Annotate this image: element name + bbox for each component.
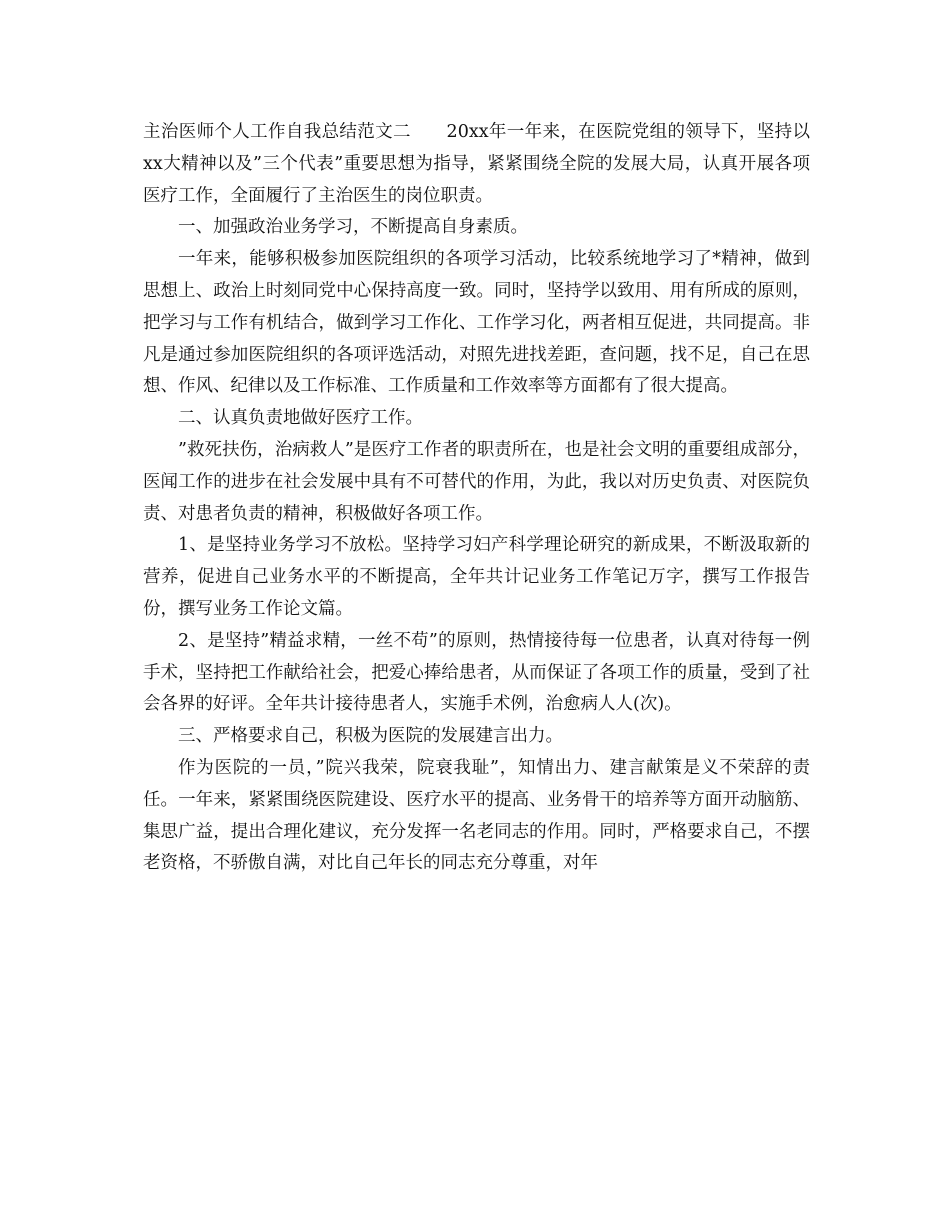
body-paragraph: 1、是坚持业务学习不放松。坚持学习妇产科学理论研究的新成果，不断汲取新的营养，促进自己业务水平的不断提高，全年共计记业务工作笔记万字，撰写工作报告份，撰写业务工作论文篇。: [143, 535, 810, 619]
section-heading-2: 二、认真负责地做好医疗工作。: [178, 408, 423, 429]
body-paragraph: ”救死扶伤，治病救人”是医疗工作者的职责所在，也是社会文明的重要组成部分，医闻工作的进步在社会发展中具有不可替代的作用，为此，我以对历史负责、对医院负责、对患者负责的精神，积极做好各项工作。: [143, 439, 810, 524]
section-heading-1: 一、加强政治业务学习，不断提高自身素质。: [178, 217, 528, 238]
section-heading-3: 三、严格要求自己，积极为医院的发展建言出力。: [178, 726, 563, 747]
body-paragraph: 作为医院的一员，”院兴我荣，院衰我耻”，知情出力、建言献策是义不荣辞的责任。一年来，紧紧围绕医院建设、医疗水平的提高、业务骨干的培养等方面开动脑筋、集思广益，提出合理化建议，充分发挥一名老同志的作用。同时，严格要求自己，不摆老资格，不骄傲自满，对比自己年长的同志充分尊重，对年: [143, 757, 810, 874]
document-body: [143, 117, 810, 880]
body-paragraph: 一年来，能够积极参加医院组织的各项学习活动，比较系统地学习了*精神，做到思想上、政治上时刻同党中心保持高度一致。同时，坚持学以致用、用有所成的原则，把学习与工作有机结合，做到学习工作化、工作学习化，两者相互促进，共同提高。非凡是通过参加医院组织的各项评选活动，对照先进找差距，查问题，找不足，自己在思想、作风、纪律以及工作标准、工作质量和工作效率等方面都有了很大提高。: [143, 249, 810, 397]
intro-paragraph: 主治医师个人工作自我总结范文二 20xx年一年来，在医院党组的领导下，坚持以xx大精神以及”三个代表”重要思想为指导，紧紧围绕全院的发展大局，认真开展各项医疗工作，全面履行了主治医生的岗位职责。: [143, 122, 810, 206]
body-paragraph: 2、是坚持”精益求精，一丝不苟”的原则，热情接待每一位患者，认真对待每一例手术，坚持把工作献给社会，把爱心捧给患者，从而保证了各项工作的质量，受到了社会各界的好评。全年共计接待患者人，实施手术例，治愈病人人(次)。: [143, 630, 810, 715]
